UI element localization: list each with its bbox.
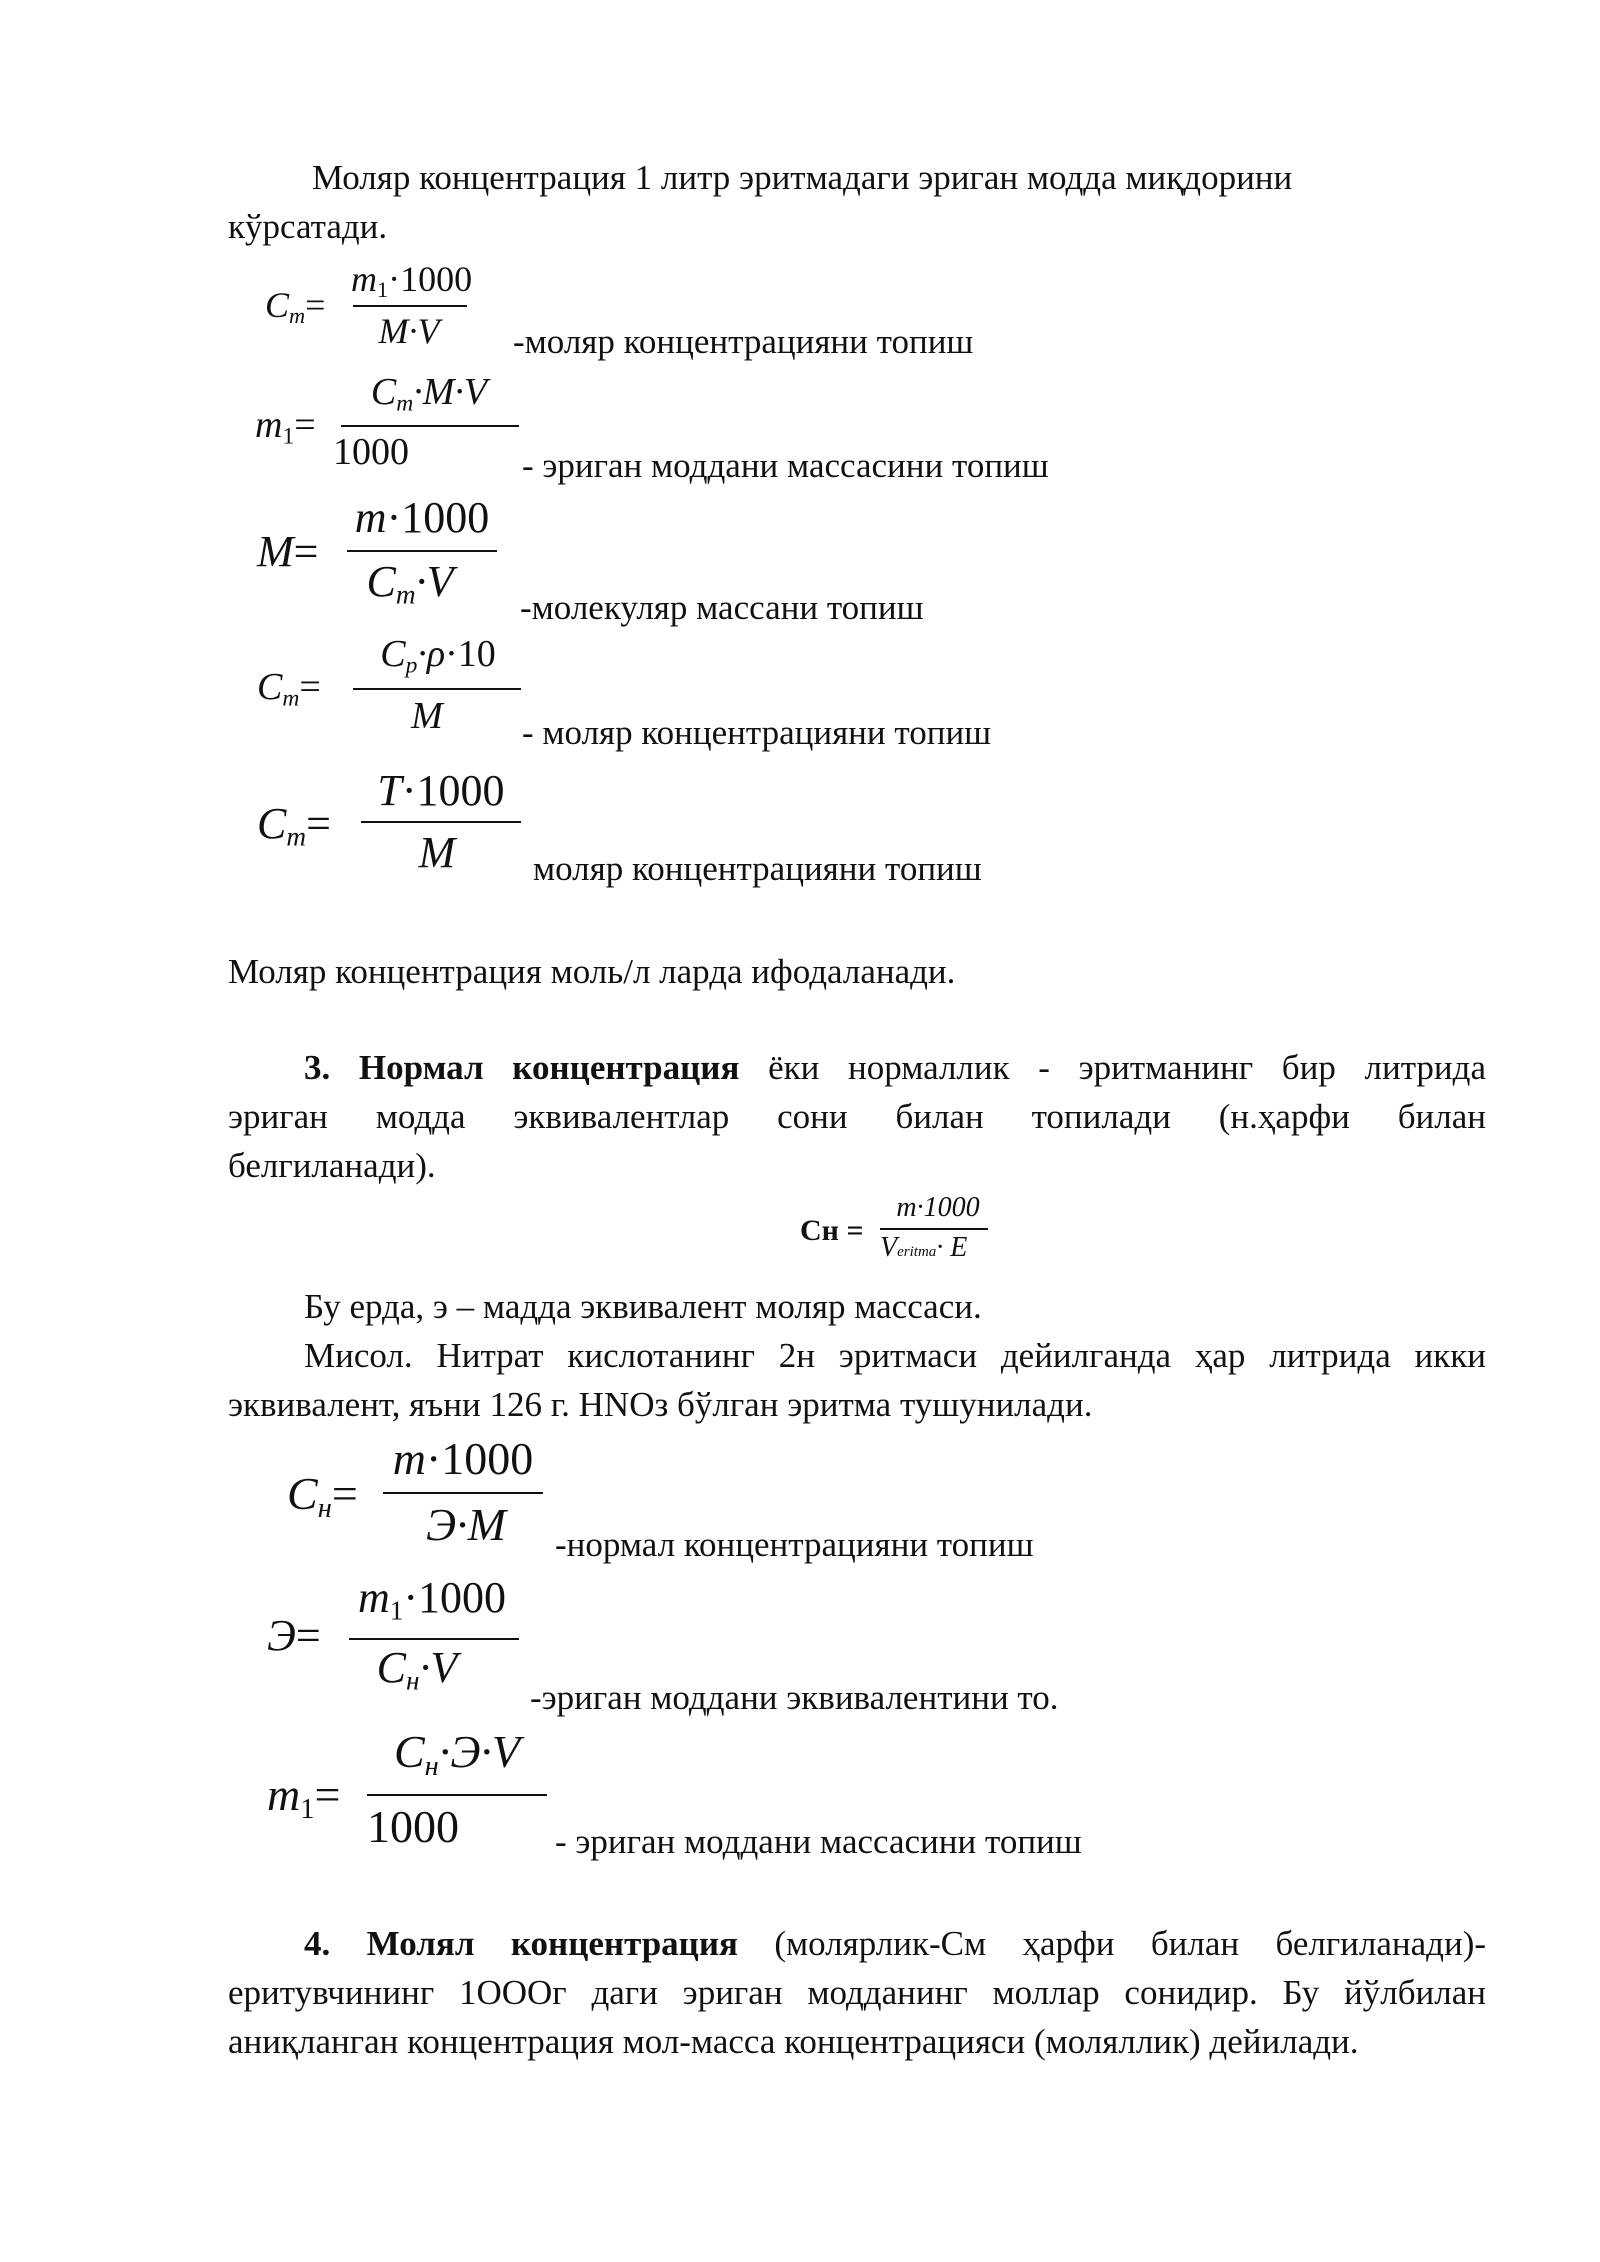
formula-normal-small [800,1192,1000,1272]
molal-rest-line-1: (молярлик-См ҳарфи билан белгиланади)- [774,1924,1487,1963]
normal-paragraph-line-1 [228,1043,1486,1092]
formula-molecular-mass: M= m·1000 $C_m\cdot V$ [257,492,527,622]
normal-rest-line-1: ёки нормаллик - эритманинг бир литрида [768,1048,1487,1087]
normal-paragraph-line-3: белгиланади). [228,1146,436,1185]
formula-molar-from-percent: $C_m=$ $C_p\cdot\rho\cdot 10$ M [257,632,527,742]
formula-normal-dissolved-mass: $m_1=$ $C_н\cdot Э\cdot V$ 1000 [267,1725,567,1865]
molal-paragraph-line-2: еритувчининг 1ООOг даги эриган модданинг моллар сонидир. Бу йўлбилан [228,1973,1486,2012]
formula-1-label: -моляр концентрацияни топиш [513,322,974,361]
formula-molar-concentration: $C_m=$ $m_1\cdot 1000$ M·V [265,259,473,351]
normal-term: Нормал концентрация [358,1048,740,1087]
formula-3-label: -молекуляр массани топиш [520,588,924,627]
normal-section-number: 3. [304,1048,331,1087]
normal-where-text: Бу ерда, э – мадда эквивалент моляр массаси. [304,1287,982,1326]
formula-2-label: - эриган моддани массасини топиш [522,446,1049,485]
formula-6-label: -нормал концентрацияни топиш [555,1525,1034,1564]
formula-normal-small-den: Veritma· E [880,1232,968,1263]
formula-4-label: - моляр концентрацияни топиш [522,713,992,752]
normal-example-line-2: эквивалент, яъни 126 г. HNOз бўлган эритма тушунилади. [228,1385,1093,1424]
formula-normal-small-lhs: Сн = [800,1214,864,1247]
molal-paragraph-line-1 [228,1919,1486,1968]
formula-equivalent: Э= $m_1\cdot 1000$ $C_н\cdot V$ [267,1572,547,1702]
intro-line-2: кўрсатади. [228,207,388,246]
molal-section-number: 4. [304,1924,331,1963]
normal-paragraph-line-2: эриган модда эквивалентлар сони билан топилади (н.ҳарфи билан [228,1097,1486,1136]
formula-molar-from-titer: $C_m=$ T·1000 M [257,765,527,885]
molar-units-text: Моляр концентрация моль/л ларда ифодаланади. [228,952,956,991]
formula-5-label: моляр концентрацияни топиш [533,849,982,888]
formula-dissolved-mass: $m_1=$ $C_m\cdot M\cdot V$ 1000 [255,370,535,480]
formula-8-label: - эриган моддани массасини топиш [555,1822,1082,1861]
formula-normal-concentration: $C_н=$ m·1000 Э·M [287,1432,567,1562]
intro-line-1: Моляр концентрация 1 литр эритмадаги эриган модда миқдорини [312,158,1293,197]
normal-example-line-1: Мисол. Нитрат кислотанинг 2н эритмаси дейилганда ҳар литрида икки [304,1336,1486,1375]
molal-paragraph-line-3: аниқланган концентрация мол-масса концентрацияси (моляллик) дейилади. [228,2022,1359,2061]
formula-normal-small-num: m·1000 [896,1192,980,1223]
molal-term: Молял концентрация [366,1924,738,1963]
formula-7-label: -эриган моддани эквивалентини то. [530,1678,1059,1717]
